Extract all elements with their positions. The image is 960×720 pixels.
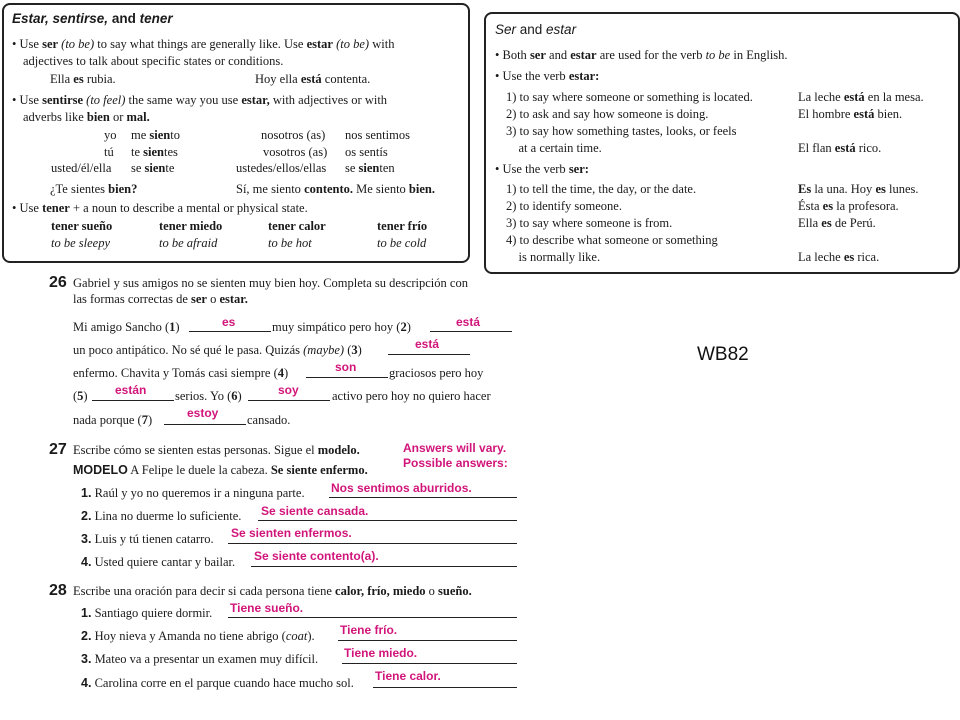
ex28-item-3: 3. Mateo va a presentar un examen muy difícil.	[81, 652, 319, 666]
ex27-blank-4[interactable]	[251, 566, 517, 567]
ex26-answer-5: están	[115, 383, 147, 397]
ex26-blank-5[interactable]	[92, 400, 174, 401]
expr-tener-miedo: tener miedo	[159, 219, 223, 233]
conj-verb-ustedes: se sienten	[345, 161, 395, 175]
ex26-text-line2: un poco antipático. No sé qué le pasa. Quizás (maybe) (3)	[73, 343, 362, 357]
expr-tener-frio: tener frío	[377, 219, 428, 233]
estar-example-3: El flan está rico.	[798, 141, 882, 155]
ex27-item-2: 2. Lina no duerme lo suficiente.	[81, 509, 242, 523]
box2-bullet-ser: • Use the verb ser:	[495, 162, 589, 176]
ex28-answer-1: Tiene sueño.	[230, 601, 304, 615]
conj-pron-tu: tú	[104, 145, 114, 159]
ex26-text-line3b: graciosos pero hoy	[389, 366, 484, 380]
conj-pron-nosotros: nosotros (as)	[261, 128, 326, 142]
ex26-blank-3[interactable]	[388, 354, 470, 355]
ser-use-1: 1) to tell the time, the day, or the date.	[506, 182, 697, 196]
ex26-text-line1b: muy simpático pero hoy (2)	[272, 320, 411, 334]
ex26-text-line1a: Mi amigo Sancho (1)	[73, 320, 180, 334]
box1-response: Sí, me siento contento. Me siento bien.	[236, 182, 435, 196]
ex26-answer-2: está	[456, 315, 481, 329]
ex26-answer-1: es	[222, 315, 236, 329]
workbook-page-label: WB82	[697, 344, 749, 365]
ex27-blank-3[interactable]	[228, 543, 517, 544]
ex28-answer-4: Tiene calor.	[375, 669, 441, 683]
ex27-modelo: MODELO A Felipe le duele la cabeza. Se siente enfermo.	[73, 463, 368, 477]
ex27-item-4: 4. Usted quiere cantar y bailar.	[81, 555, 236, 569]
ex26-text-line5b: cansado.	[247, 413, 291, 427]
conj-verb-yo: me siento	[131, 128, 180, 142]
expr-tener-sueno: tener sueño	[51, 219, 113, 233]
ex26-blank-6[interactable]	[248, 400, 330, 401]
conj-verb-usted: se siente	[131, 161, 175, 175]
conj-verb-tu: te sientes	[131, 145, 178, 159]
ex26-blank-1[interactable]	[189, 331, 271, 332]
ser-example-1: Es la una. Hoy es lunes.	[798, 182, 919, 196]
ex26-text-line5a: nada porque (7)	[73, 413, 153, 427]
box1-example-ser: Ella es rubia.	[50, 72, 116, 86]
expr-to-be-sleepy: to be sleepy	[51, 236, 111, 250]
expr-tener-calor: tener calor	[268, 219, 326, 233]
expr-to-be-afraid: to be afraid	[159, 236, 218, 250]
box2-bullet-both: • Both ser and estar are used for the verb to be in English.	[495, 48, 788, 62]
ex27-answer-4: Se siente contento(a).	[254, 549, 379, 563]
ser-use-3: 3) to say where someone is from.	[506, 216, 673, 230]
exercise-26-number: 26	[49, 274, 67, 291]
conj-pron-vosotros: vosotros (as)	[263, 145, 328, 159]
estar-use-3-line2: at a certain time.	[506, 141, 602, 155]
conj-pron-yo: yo	[104, 128, 117, 142]
box1-bullet-sentirse: • Use sentirse (to feel) the same way you use estar, with adjectives or with	[12, 93, 388, 107]
exercise-27-number: 27	[49, 441, 67, 458]
estar-use-1: 1) to say where someone or something is located.	[506, 90, 753, 104]
ex27-answer-1: Nos sentimos aburridos.	[331, 481, 472, 495]
ser-use-4-line2: is normally like.	[506, 250, 601, 264]
ex27-blank-1[interactable]	[329, 497, 517, 498]
ser-use-4: 4) to describe what someone or something	[506, 233, 718, 247]
box1-bullet-tener: • Use tener + a noun to describe a mental or physical state.	[12, 201, 308, 215]
ser-use-2: 2) to identify someone.	[506, 199, 622, 213]
box1-question: ¿Te sientes bien?	[50, 182, 138, 196]
ex28-item-1: 1. Santiago quiere dormir.	[81, 606, 213, 620]
conj-pron-usted: usted/él/ella	[51, 161, 112, 175]
exercise-27-instruction: Escribe cómo se sienten estas personas. Sigue el modelo.	[73, 443, 360, 457]
estar-example-2: El hombre está bien.	[798, 107, 903, 121]
ser-example-4: La leche es rica.	[798, 250, 880, 264]
ex27-answer-3: Se sienten enfermos.	[231, 526, 352, 540]
ex26-text-line3a: enfermo. Chavita y Tomás casi siempre (4)	[73, 366, 289, 380]
conj-verb-vosotros: os sentís	[345, 145, 388, 159]
conj-verb-nosotros: nos sentimos	[345, 128, 410, 142]
ex26-text-line4a: (5)	[73, 389, 88, 403]
ex26-answer-3: está	[415, 337, 440, 351]
ex26-blank-2[interactable]	[430, 331, 512, 332]
expr-to-be-cold: to be cold	[377, 236, 427, 250]
ex27-note-answers-vary: Answers will vary.	[403, 441, 507, 455]
box1-example-estar: Hoy ella está contenta.	[255, 72, 371, 86]
exercise-26-instruction-line2: las formas correctas de ser o estar.	[73, 292, 248, 306]
ex26-text-line4c: activo pero hoy no quiero hacer	[332, 389, 491, 403]
ex26-answer-7: estoy	[187, 406, 219, 420]
estar-example-1: La leche está en la mesa.	[798, 90, 924, 104]
ex26-answer-6: soy	[278, 383, 299, 397]
ser-example-3: Ella es de Perú.	[798, 216, 876, 230]
ex27-note-possible-answers: Possible answers:	[403, 456, 508, 470]
expr-to-be-hot: to be hot	[268, 236, 312, 250]
ex28-item-2: 2. Hoy nieva y Amanda no tiene abrigo (coat).	[81, 629, 315, 643]
conj-pron-ustedes: ustedes/ellos/ellas	[236, 161, 327, 175]
ex27-item-3: 3. Luis y tú tienen catarro.	[81, 532, 214, 546]
ex27-blank-2[interactable]	[258, 520, 517, 521]
box1-bullet-ser-estar: • Use ser (to be) to say what things are generally like. Use estar (to be) with	[12, 37, 395, 51]
ex28-blank-1[interactable]	[228, 617, 517, 618]
ex28-blank-4[interactable]	[373, 687, 517, 688]
ex27-item-1: 1. Raúl y yo no queremos ir a ninguna parte.	[81, 486, 305, 500]
ex26-blank-7[interactable]	[164, 424, 246, 425]
ex28-answer-3: Tiene miedo.	[344, 646, 418, 660]
exercise-26-instruction: Gabriel y sus amigos no se sienten muy bien hoy. Completa su descripción con	[73, 276, 468, 290]
estar-use-3: 3) to say how something tastes, looks, or feels	[506, 124, 737, 138]
box2-bullet-estar: • Use the verb estar:	[495, 69, 600, 83]
box1-title: Estar, sentirse, and tener	[12, 11, 173, 26]
ex26-text-line4b: serios. Yo (6)	[175, 389, 242, 403]
box1-bullet-ser-estar-line2: adjectives to talk about specific states or conditions.	[23, 54, 284, 68]
ex28-blank-2[interactable]	[338, 640, 517, 641]
ex28-item-4: 4. Carolina corre en el parque cuando hace mucho sol.	[81, 676, 354, 690]
ex28-blank-3[interactable]	[342, 663, 517, 664]
box1-bullet-sentirse-line2: adverbs like bien or mal.	[23, 110, 150, 124]
ex27-answer-2: Se siente cansada.	[261, 504, 369, 518]
exercise-28-instruction: Escribe una oración para decir si cada persona tiene calor, frío, miedo o sueño.	[73, 584, 472, 598]
box2-title: Ser and estar	[495, 22, 577, 37]
ex28-answer-2: Tiene frío.	[340, 623, 398, 637]
estar-use-2: 2) to ask and say how someone is doing.	[506, 107, 709, 121]
ex26-blank-4[interactable]	[306, 377, 388, 378]
ser-example-2: Ésta es la profesora.	[798, 199, 899, 213]
exercise-28-number: 28	[49, 582, 67, 599]
ex26-answer-4: son	[335, 360, 357, 374]
